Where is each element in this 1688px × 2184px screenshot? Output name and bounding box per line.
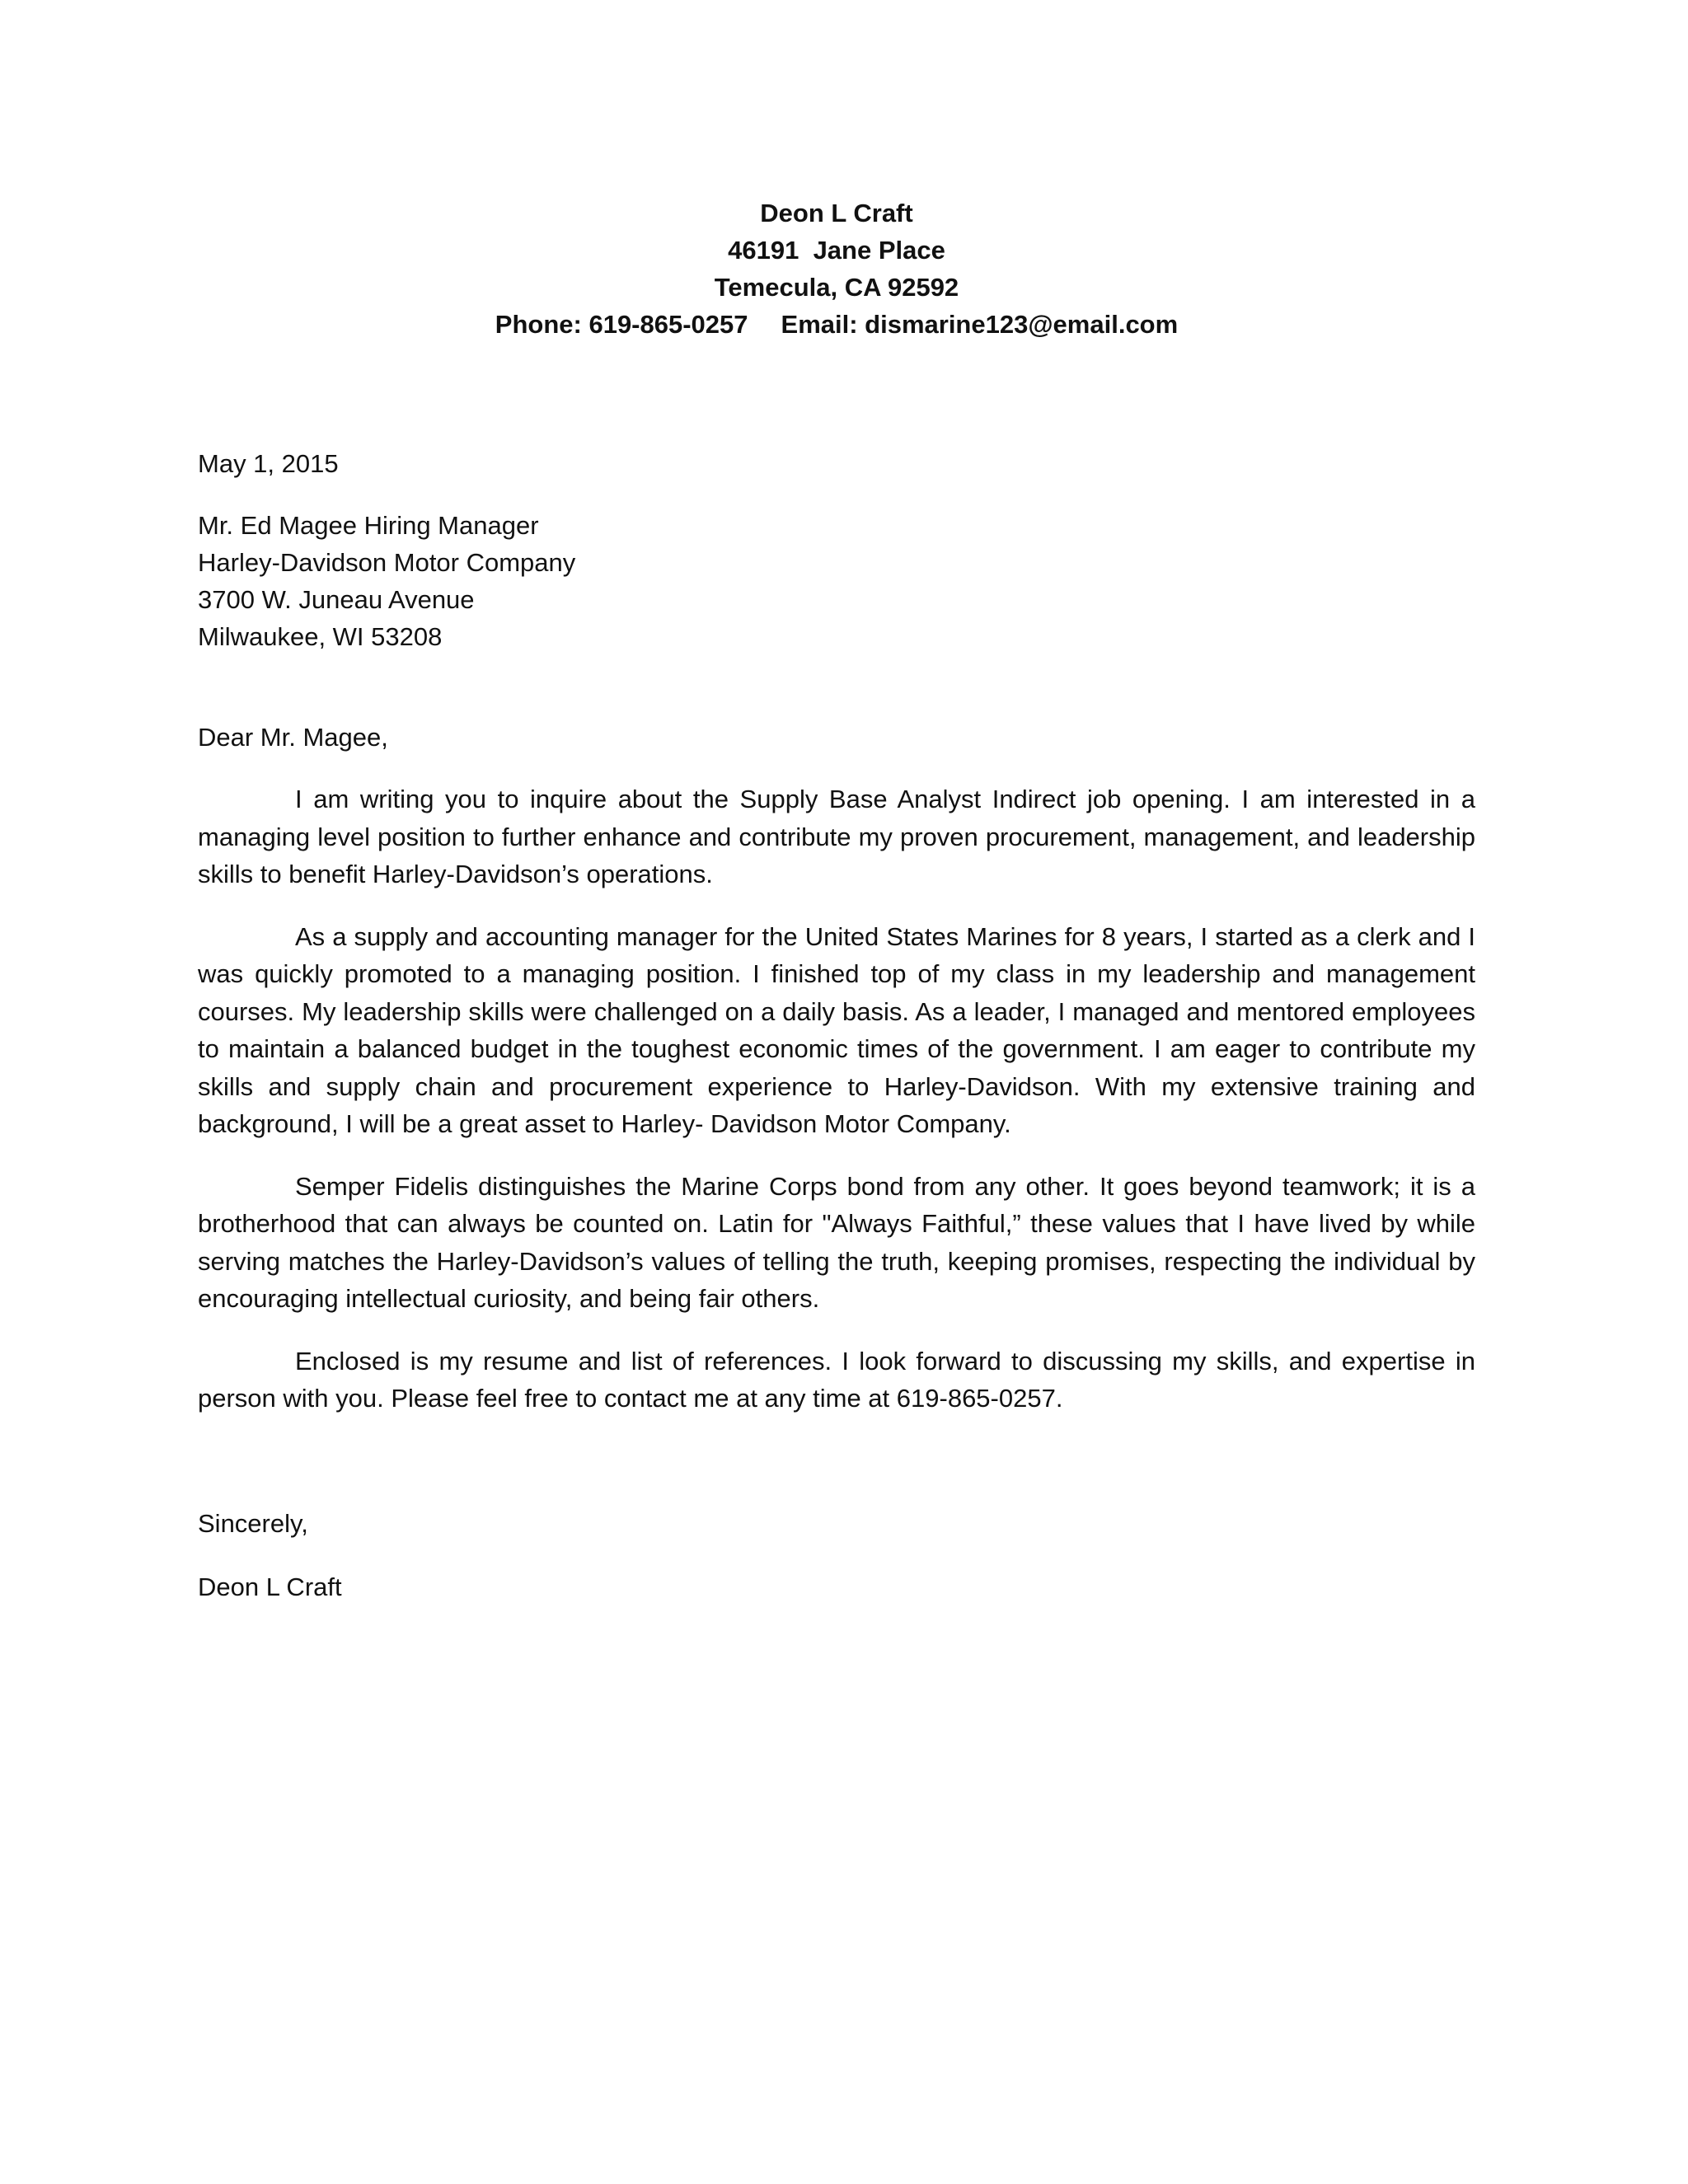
- salutation: Dear Mr. Magee,: [198, 723, 388, 752]
- sender-email: Email: dismarine123@email.com: [781, 310, 1179, 339]
- sender-street: 46191 Jane Place: [728, 236, 945, 265]
- body-paragraph-2: As a supply and accounting manager for the United States Marines for 8 years, I started as a clerk and I was quickly promoted to a managing position. I finished top of my class in my leadership and management courses. My leadership skills were challenged on a daily basis. As a leader, I managed and mentored employees to maintain a balanced budget in the toughest economic times of the government. I am eager to contribute my skills and supply chain and procurement experience to Harley-Davidson. With my extensive training and background, I will be a great asset to Harley- Davidson Motor Company.: [198, 921, 1475, 1138]
- sender-phone: Phone: 619-865-0257: [495, 310, 748, 339]
- letterhead: [198, 194, 1475, 343]
- letter-date: May 1, 2015: [198, 449, 339, 478]
- body-paragraph-4: Enclosed is my resume and list of references. I look forward to discussing my skills, and expertise in person with you. Please feel free to contact me at any time at 619-865-0257.: [198, 1346, 1475, 1413]
- recipient-address: [198, 507, 575, 655]
- body-paragraph-1: I am writing you to inquire about the Supply Base Analyst Indirect job opening. I am interested in a managing level position to further enhance and contribute my proven procurement, management, and leadership skills to benefit Harley-Davidson’s operations.: [198, 785, 1475, 888]
- sender-name: Deon L Craft: [760, 199, 913, 227]
- closing: Sincerely,: [198, 1509, 308, 1538]
- letter-page: [198, 0, 1475, 2184]
- signature-name: Deon L Craft: [198, 1572, 342, 1601]
- recipient-street: 3700 W. Juneau Avenue: [198, 585, 475, 614]
- sender-city-state-zip: Temecula, CA 92592: [714, 273, 959, 302]
- letter-body: [198, 780, 1475, 1442]
- recipient-name: Mr. Ed Magee Hiring Manager: [198, 511, 539, 540]
- sender-contact-line: [198, 306, 1475, 343]
- body-paragraph-3: Semper Fidelis distinguishes the Marine Corps bond from any other. It goes beyond teamwork; it is a brotherhood that can always be counted on. Latin for "Always Faithful,” these values that I have lived by while serving matches the Harley-Davidson’s values of telling the truth, keeping promises, respecting the individual by encouraging intellectual curiosity, and being fair others.: [198, 1171, 1475, 1313]
- recipient-company: Harley-Davidson Motor Company: [198, 548, 576, 577]
- recipient-city-state-zip: Milwaukee, WI 53208: [198, 622, 443, 651]
